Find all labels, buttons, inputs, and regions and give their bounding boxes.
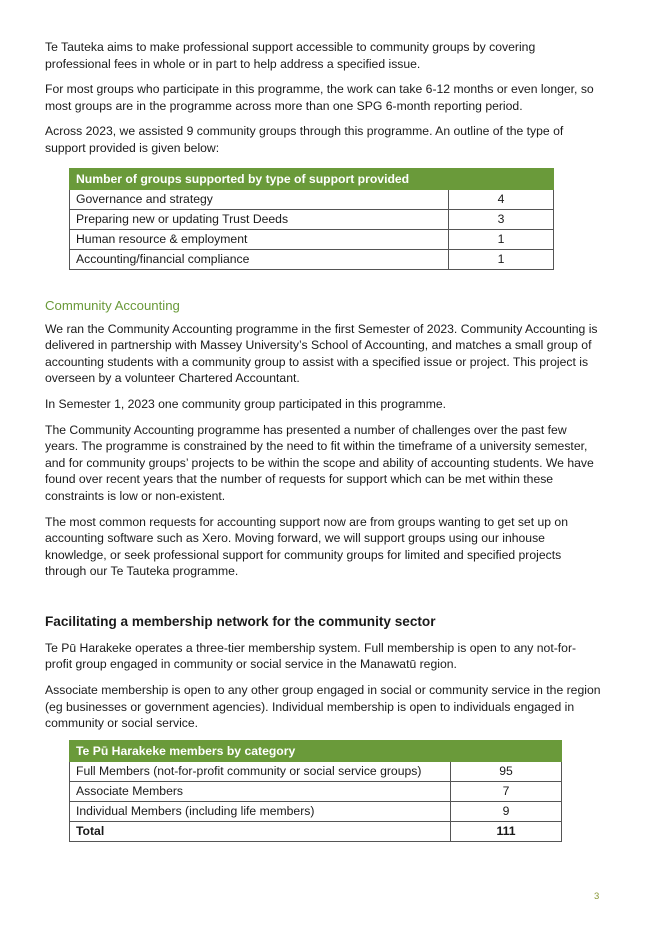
- table-row: [70, 229, 554, 249]
- members-row-value: 7: [451, 781, 562, 801]
- members-row-label: Associate Members: [70, 781, 451, 801]
- document-page: [45, 39, 601, 842]
- table-row: [70, 781, 562, 801]
- support-row-value: 4: [449, 189, 554, 209]
- members-total-value: 111: [451, 821, 562, 841]
- table-row: [70, 801, 562, 821]
- intro-paragraph-3: Across 2023, we assisted 9 community groups through this programme. An outline of the type of support provided is given below:: [45, 124, 564, 155]
- page-number: 3: [594, 891, 600, 902]
- support-row-label: Human resource & employment: [70, 229, 449, 249]
- support-row-label: Governance and strategy: [70, 189, 449, 209]
- members-table-header: Te Pū Harakeke members by category: [70, 740, 562, 761]
- members-total-label: Total: [70, 821, 451, 841]
- community-accounting-paragraph-2: In Semester 1, 2023 one community group participated in this programme.: [45, 396, 447, 411]
- intro-paragraph-2: For most groups who participate in this programme, the work can take 6-12 months or even longer, so most groups are in the programme across more than one SPG 6-month reporting period.: [45, 82, 594, 113]
- table-row: [70, 209, 554, 229]
- community-accounting-paragraph-4: The most common requests for accounting support now are from groups wanting to get set up on accounting software such as Xero. Moving forward, we will support groups using our inhouse knowledge, or seek professional support for community groups for limited and specified projects through our Te Tauteka programme.: [45, 514, 568, 579]
- support-row-value: 3: [449, 209, 554, 229]
- membership-paragraph-2: Associate membership is open to any other group engaged in social or community service in the region (eg businesses or government agencies). Individual membership is open to individuals engaged in community or social service.: [45, 683, 601, 731]
- members-row-label: Individual Members (including life members): [70, 801, 451, 821]
- support-row-value: 1: [449, 229, 554, 249]
- membership-paragraph-1: Te Pū Harakeke operates a three-tier membership system. Full membership is open to any not-for-profit group engaged in community or social service in the Manawatū region.: [45, 640, 577, 672]
- community-accounting-paragraph-1: We ran the Community Accounting programme in the first Semester of 2023. Community Accounting is delivered in partnership with Massey University’s School of Accounting, and matches a small group of accounting students with a community group to assist with a specified issue or project. This project is overseen by a volunteer Chartered Accountant.: [45, 321, 598, 386]
- intro-paragraph-1: Te Tauteka aims to make professional support accessible to community groups by covering professional fees in whole or in part to help address a specified issue.: [45, 40, 536, 71]
- support-type-table: [69, 168, 554, 270]
- total-row: [70, 821, 562, 841]
- support-row-label: Preparing new or updating Trust Deeds: [70, 209, 449, 229]
- support-row-value: 1: [449, 249, 554, 269]
- membership-heading: Facilitating a membership network for the community sector: [45, 613, 436, 629]
- members-row-label: Full Members (not-for-profit community or social service groups): [70, 761, 451, 781]
- members-row-value: 9: [451, 801, 562, 821]
- table-row: [70, 249, 554, 269]
- community-accounting-paragraph-3: The Community Accounting programme has presented a number of challenges over the past few years. The programme is constrained by the need to fit within the timeframe of a university semester, and for community groups’ projects to be within the scope and ability of accounting students. We have found over recent years that the number of requests for support which can be met within these constraints is low or non-existent.: [45, 422, 594, 503]
- support-row-label: Accounting/financial compliance: [70, 249, 449, 269]
- table-row: [70, 189, 554, 209]
- members-row-value: 95: [451, 761, 562, 781]
- members-category-table: [69, 740, 562, 842]
- support-table-header: Number of groups supported by type of support provided: [70, 168, 554, 189]
- community-accounting-heading: Community Accounting: [45, 297, 180, 313]
- table-row: [70, 761, 562, 781]
